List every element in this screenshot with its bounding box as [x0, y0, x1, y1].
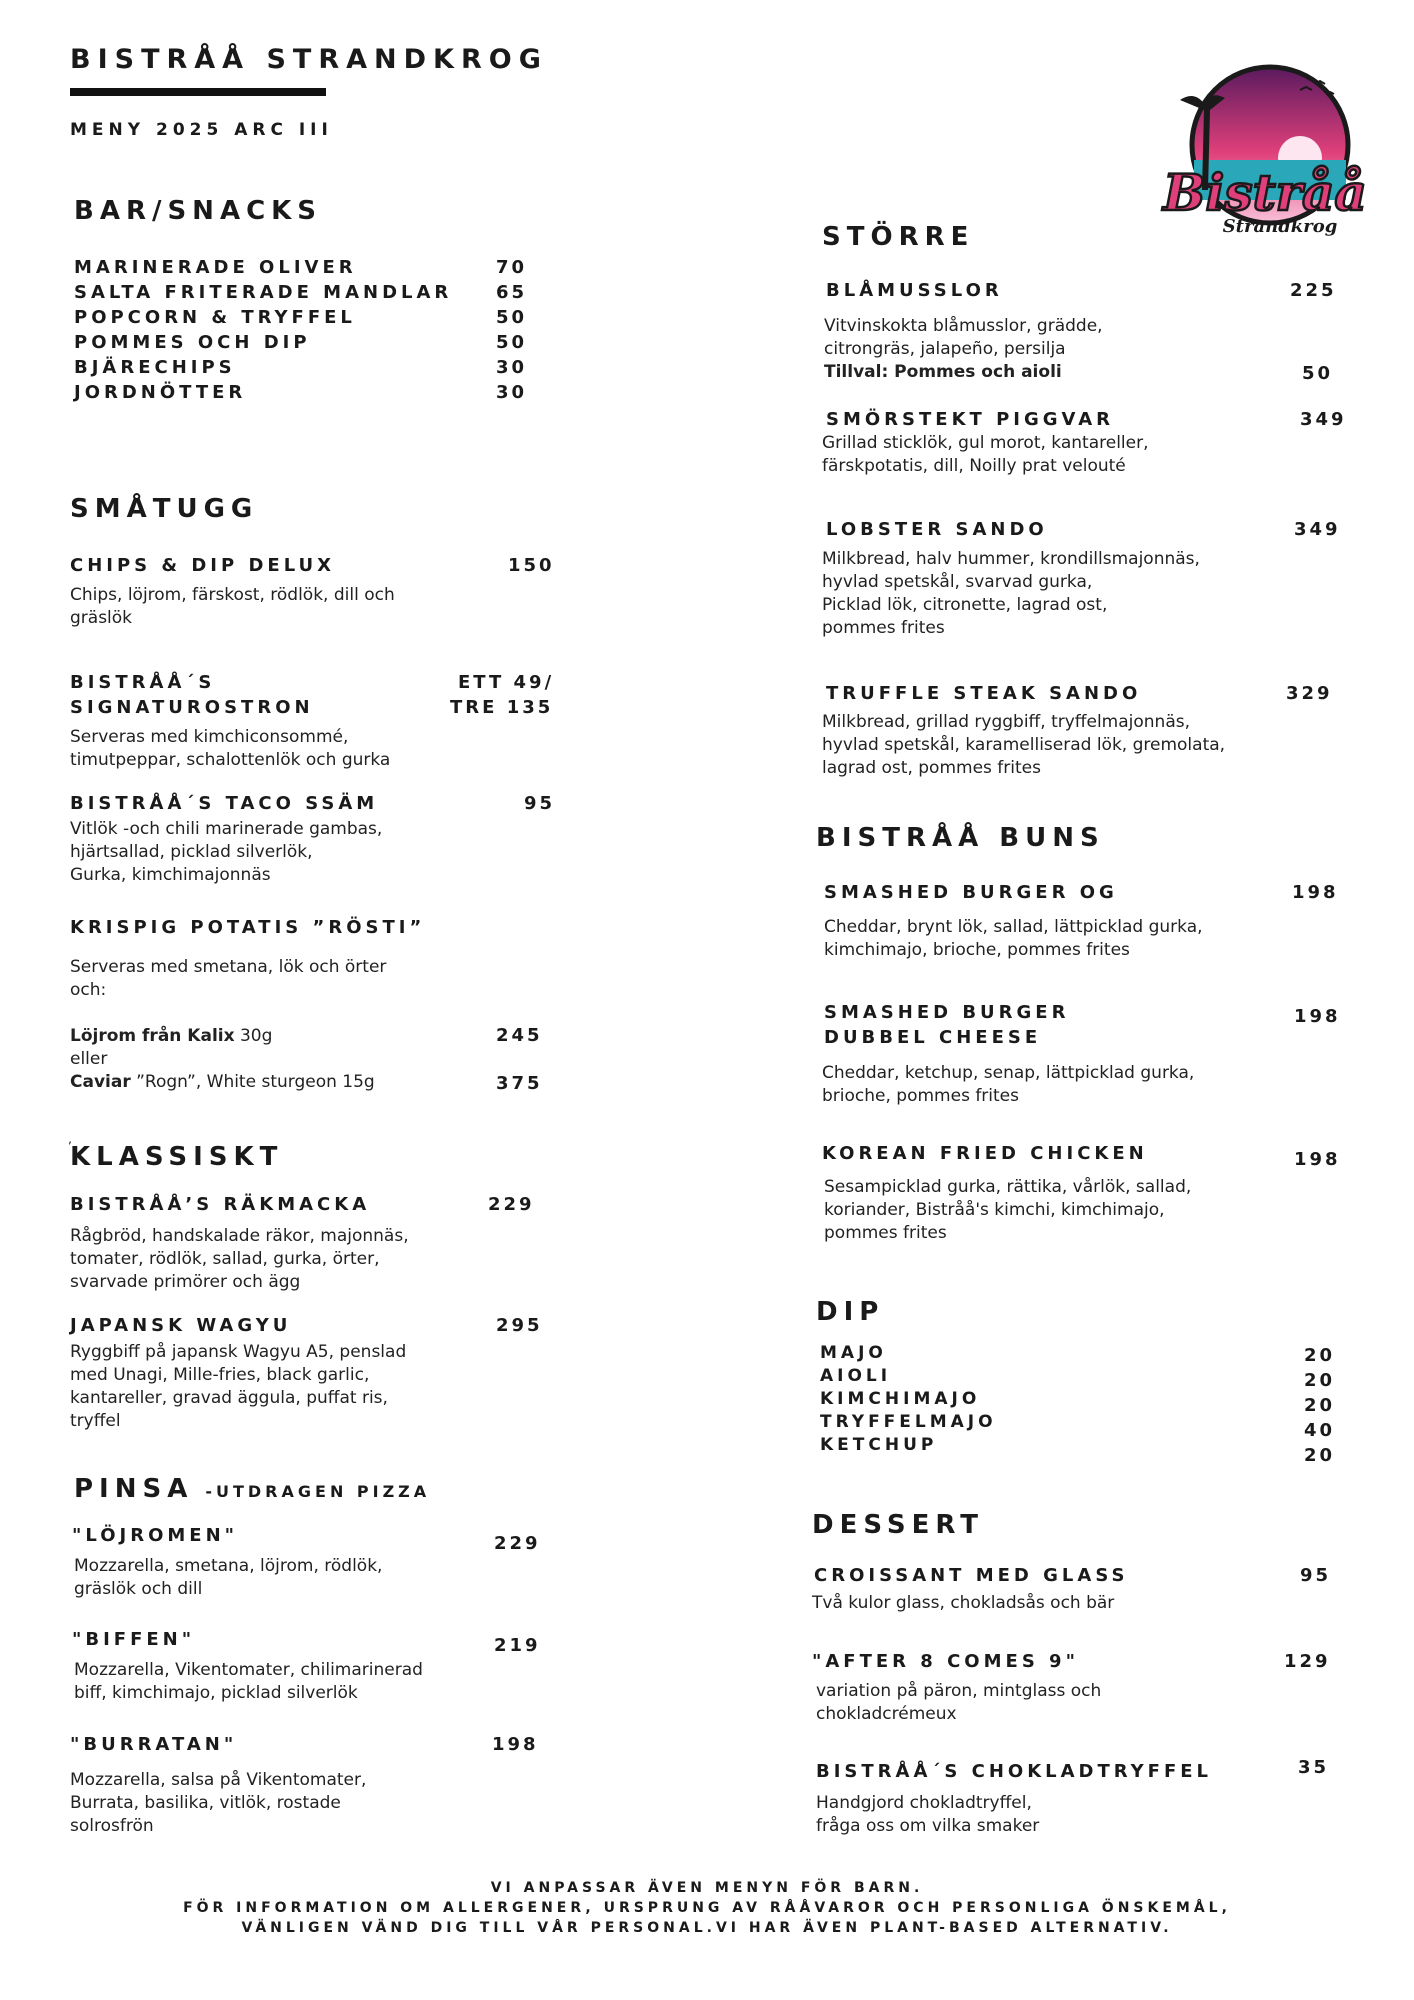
item-description: Ryggbiff på japansk Wagyu A5, penslad [70, 1342, 407, 1362]
item-description: biff, kimchimajo, picklad silverlök [74, 1683, 358, 1703]
footer-line: VI ANPASSAR ÄVEN MENYN FÖR BARN. [490, 1880, 924, 1896]
item-price: 198 [1292, 882, 1339, 903]
item-description: Chips, löjrom, färskost, rödlök, dill och [70, 585, 395, 605]
pinsa-title: PINSA [74, 1474, 194, 1504]
option-separator: eller [70, 1049, 108, 1069]
item-description: pommes frites [824, 1223, 947, 1243]
item-description: Rågbröd, handskalade räkor, majonnäs, [70, 1226, 409, 1246]
item-description: hjärtsallad, picklad silverlök, [70, 842, 313, 862]
item-price: 329 [1286, 683, 1333, 704]
option-name: Löjrom från Kalix [70, 1026, 235, 1046]
footer-line: VÄNLIGEN VÄND DIG TILL VÅR PERSONAL.VI HAR ÄVEN PLANT-BASED ALTERNATIV. [241, 1920, 1173, 1936]
item-description: brioche, pommes frites [822, 1086, 1020, 1106]
item-description: Milkbread, halv hummer, krondillsmajonnäs, [822, 549, 1200, 569]
item-description: tryffel [70, 1411, 121, 1431]
item-price: 229 [488, 1194, 535, 1215]
item-description: koriander, Bistråå's kimchi, kimchimajo, [824, 1200, 1165, 1220]
section-title-storre: STÖRRE [822, 222, 975, 252]
item-description: citrongräs, jalapeño, persilja [824, 339, 1066, 359]
item-price: 95 [524, 793, 556, 814]
item-description: pommes frites [822, 618, 945, 638]
item-price: 65 [496, 282, 528, 303]
item-price: 30 [496, 382, 528, 403]
bar-snacks-list [74, 255, 534, 405]
item-name: TRYFFELMAJO [820, 1412, 997, 1432]
item-description: Burrata, basilika, vitlök, rostade [70, 1793, 341, 1813]
item-description: Serveras med smetana, lök och örter [70, 957, 387, 977]
item-name: TRUFFLE STEAK SANDO [826, 683, 1142, 704]
item-name: BJÄRECHIPS [74, 357, 236, 378]
item-name: SALTA FRITERADE MANDLAR [74, 282, 453, 303]
item-price: 20 [1304, 1445, 1336, 1466]
item-description: solrosfrön [70, 1816, 154, 1836]
item-name: "BIFFEN" [72, 1629, 196, 1650]
item-name: SMASHED BURGER OG [824, 882, 1118, 903]
section-title-pinsa [74, 1474, 430, 1504]
section-title-dessert: DESSERT [812, 1510, 984, 1540]
item-description: Picklad lök, citronette, lagrad ost, [822, 595, 1108, 615]
addon-label: Tillval: Pommes och aioli [824, 362, 1062, 382]
pinsa-subtitle: -UTDRAGEN PIZZA [205, 1482, 431, 1501]
item-price: 129 [1284, 1651, 1331, 1672]
list-item [74, 305, 534, 330]
item-price: 198 [492, 1734, 539, 1755]
option-name: Caviar [70, 1072, 131, 1092]
item-price: 225 [1290, 280, 1337, 301]
item-name: AIOLI [820, 1366, 892, 1386]
item-price: 375 [496, 1073, 543, 1094]
item-price: 245 [496, 1025, 543, 1046]
item-description: lagrad ost, pommes frites [822, 758, 1041, 778]
item-price: ETT 49/ [458, 672, 555, 693]
item-price: 30 [496, 357, 528, 378]
title-underline [70, 88, 326, 96]
item-price: 349 [1300, 409, 1347, 430]
item-description: Två kulor glass, chokladsås och bär [812, 1593, 1115, 1613]
item-price: 50 [496, 332, 528, 353]
list-item [820, 1410, 1340, 1441]
item-description: Milkbread, grillad ryggbiff, tryffelmajonnäs, [822, 712, 1191, 732]
item-description: variation på päron, mintglass och [816, 1681, 1102, 1701]
item-name: POMMES OCH DIP [74, 332, 311, 353]
item-description: Gurka, kimchimajonnäs [70, 865, 271, 885]
rosti-option-caviar [70, 1071, 375, 1095]
item-price: 229 [494, 1533, 541, 1554]
item-price: 50 [496, 307, 528, 328]
list-item [74, 255, 534, 280]
item-price: TRE 135 [450, 697, 554, 718]
item-description: färskpotatis, dill, Noilly prat velouté [822, 456, 1126, 476]
item-description: fråga oss om vilka smaker [816, 1816, 1040, 1836]
rosti-option-lojrom [70, 1025, 272, 1049]
item-description: och: [70, 980, 107, 1000]
addon-price: 50 [1302, 363, 1334, 384]
section-title-klassiskt: KLASSISKT [70, 1142, 284, 1172]
item-description: med Unagi, Mille-fries, black garlic, [70, 1365, 370, 1385]
section-title-smatugg: SMÅTUGG [70, 494, 259, 524]
item-price: 20 [1304, 1370, 1336, 1391]
item-price: 198 [1294, 1149, 1341, 1170]
item-name: BISTRÅÅ´S TACO SSÄM [70, 793, 379, 814]
list-item [74, 280, 534, 305]
stray-mark: ‚ [68, 1132, 72, 1146]
item-description: Grillad sticklök, gul morot, kantareller, [822, 433, 1149, 453]
item-name: SMÖRSTEKT PIGGVAR [826, 409, 1115, 430]
item-description: chokladcrémeux [816, 1704, 957, 1724]
item-price: 295 [496, 1315, 543, 1336]
item-name: BISTRÅÅ´S [70, 672, 216, 693]
bistraa-logo [1150, 60, 1380, 260]
section-title-bar-snacks: BAR/SNACKS [74, 196, 323, 226]
item-name: MAJO [820, 1343, 887, 1363]
list-item [820, 1341, 1340, 1364]
list-item [820, 1364, 1340, 1391]
item-description: gräslök [70, 608, 133, 628]
restaurant-name: BISTRÅÅ STRANDKROG [70, 44, 548, 75]
section-title-dip: DIP [816, 1297, 885, 1327]
item-name: LOBSTER SANDO [826, 519, 1048, 540]
item-description: tomater, rödlök, sallad, gurka, örter, [70, 1249, 380, 1269]
item-price: 150 [508, 555, 555, 576]
item-name: CROISSANT MED GLASS [814, 1565, 1129, 1586]
menu-subtitle: MENY 2025 ARC III [70, 120, 333, 140]
item-description: hyvlad spetskål, karamelliserad lök, gremolata, [822, 735, 1226, 755]
item-name: MARINERADE OLIVER [74, 257, 357, 278]
item-description: kimchimajo, brioche, pommes frites [824, 940, 1130, 960]
list-item [74, 330, 534, 355]
section-title-buns: BISTRÅÅ BUNS [816, 823, 1105, 853]
option-size: 30g [234, 1026, 273, 1046]
item-description: Vitlök -och chili marinerade gambas, [70, 819, 383, 839]
item-description: Serveras med kimchiconsommé, [70, 727, 349, 747]
logo-subword: Strandkrog [1222, 216, 1338, 237]
item-name: POPCORN & TRYFFEL [74, 307, 356, 328]
item-name: JORDNÖTTER [74, 382, 247, 403]
item-name: SIGNATUROSTRON [70, 697, 314, 718]
logo-wordmark: Bistråå [1163, 163, 1367, 222]
item-name: KRISPIG POTATIS ”RÖSTI” [70, 917, 426, 938]
option-size: ”Rogn”, White sturgeon 15g [130, 1072, 375, 1092]
item-name: "LÖJROMEN" [72, 1525, 239, 1546]
list-item [74, 380, 534, 405]
item-description: Sesampicklad gurka, rättika, vårlök, sallad, [824, 1177, 1192, 1197]
item-name: KIMCHIMAJO [820, 1389, 981, 1409]
item-name: "AFTER 8 COMES 9" [812, 1651, 1079, 1672]
item-description: gräslök och dill [74, 1579, 203, 1599]
item-price: 198 [1294, 1006, 1341, 1027]
list-item [820, 1433, 1340, 1466]
item-name: JAPANSK WAGYU [70, 1315, 292, 1336]
item-price: 20 [1304, 1395, 1336, 1416]
footer-line: FÖR INFORMATION OM ALLERGENER, URSPRUNG AV RÅÅVAROR OCH PERSONLIGA ÖNSKEMÅL, [183, 1900, 1231, 1916]
item-name: "BURRATAN" [70, 1734, 238, 1755]
list-item [820, 1387, 1340, 1416]
list-item [74, 355, 534, 380]
item-price: 35 [1298, 1757, 1330, 1778]
item-description: Mozzarella, smetana, löjrom, rödlök, [74, 1556, 383, 1576]
item-name: KETCHUP [820, 1435, 938, 1455]
footer-note [0, 1878, 1414, 1938]
item-name: DUBBEL CHEESE [824, 1027, 1042, 1048]
item-price: 349 [1294, 519, 1341, 540]
item-name: BISTRÅÅ´S CHOKLADTRYFFEL [816, 1761, 1213, 1782]
item-description: hyvlad spetskål, svarvad gurka, [822, 572, 1093, 592]
item-price: 70 [496, 257, 528, 278]
item-description: timutpeppar, schalottenlök och gurka [70, 750, 391, 770]
item-description: Cheddar, ketchup, senap, lättpicklad gurka, [822, 1063, 1195, 1083]
item-description: Cheddar, brynt lök, sallad, lättpicklad gurka, [824, 917, 1203, 937]
item-description: svarvade primörer och ägg [70, 1272, 301, 1292]
dip-list [820, 1341, 1340, 1466]
item-price: 40 [1304, 1420, 1336, 1441]
item-description: Vitvinskokta blåmusslor, grädde, [824, 316, 1103, 336]
item-name: KOREAN FRIED CHICKEN [822, 1143, 1148, 1164]
item-description: Handgjord chokladtryffel, [816, 1793, 1032, 1813]
item-name: SMASHED BURGER [824, 1002, 1070, 1023]
item-description: Mozzarella, Vikentomater, chilimarinerad [74, 1660, 423, 1680]
item-description: kantareller, gravad äggula, puffat ris, [70, 1388, 388, 1408]
item-name: CHIPS & DIP DELUX [70, 555, 336, 576]
item-price: 95 [1300, 1565, 1332, 1586]
item-price: 219 [494, 1635, 541, 1656]
item-name: BISTRÅÅ’S RÄKMACKA [70, 1194, 371, 1215]
item-price: 20 [1304, 1345, 1336, 1366]
item-description: Mozzarella, salsa på Vikentomater, [70, 1770, 367, 1790]
item-name: BLÅMUSSLOR [826, 280, 1003, 301]
